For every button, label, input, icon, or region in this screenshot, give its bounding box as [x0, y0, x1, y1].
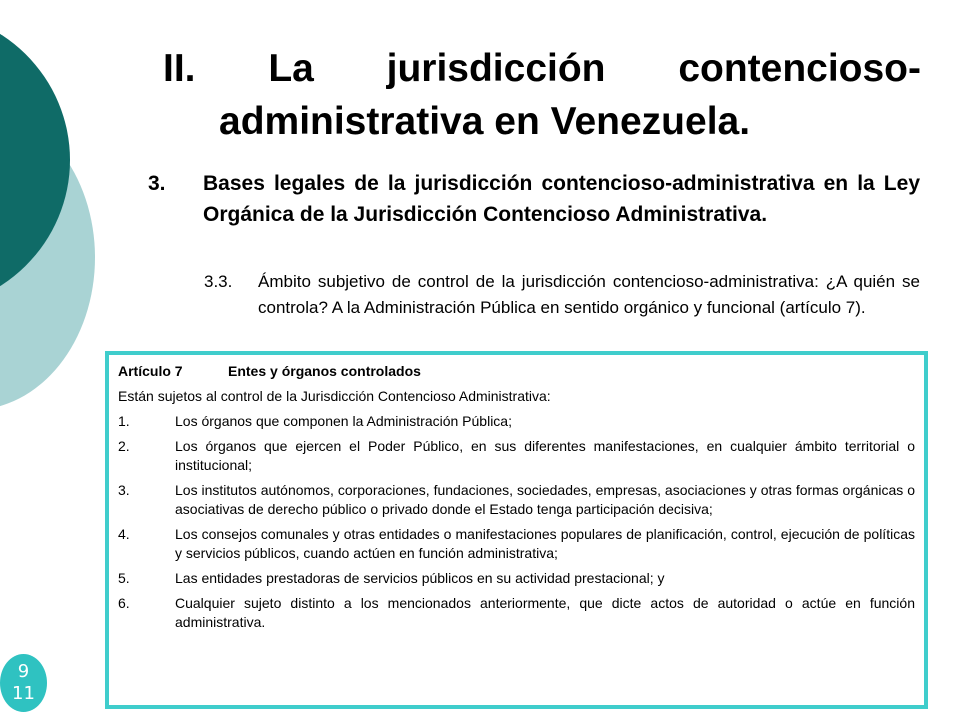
page-number-badge	[0, 654, 47, 712]
list-item-text: Las entidades prestadoras de servicios públicos en su actividad prestacional; y	[175, 570, 665, 586]
page-number-line2: 11	[12, 683, 35, 704]
list-item-text: Los consejos comunales y otras entidades o manifestaciones populares de planificación, control, ejecución de políticas y servicios públicos, cuando actúen en función administrativa;	[175, 526, 915, 561]
article-list	[118, 412, 915, 632]
list-item-text: Cualquier sujeto distinto a los mencionados anteriormente, que dicte actos de autoridad o actúe en función administrativa.	[175, 595, 915, 630]
title-word: II.	[163, 47, 196, 90]
article-title: Entes y órganos controlados	[228, 363, 421, 379]
list-item	[118, 481, 915, 519]
section-number: 3.	[148, 172, 166, 195]
list-item	[118, 437, 915, 475]
list-item-text: Los institutos autónomos, corporaciones, fundaciones, sociedades, empresas, asociaciones y otras formas orgánicas o asociativas de derecho público o privado donde el Estado tenga participación decisiva;	[175, 482, 915, 517]
list-item-text: Los órganos que ejercen el Poder Público, en sus diferentes manifestaciones, en cualquier ámbito territorial o institucional;	[175, 438, 915, 473]
list-item	[118, 412, 915, 431]
article-box	[105, 351, 928, 709]
list-item-number: 6.	[118, 595, 130, 611]
title-word: contencioso-	[678, 47, 921, 90]
slide-title-line1	[163, 42, 921, 95]
list-item-number: 4.	[118, 526, 130, 542]
article-header	[118, 362, 915, 381]
list-item	[118, 525, 915, 563]
list-item-number: 2.	[118, 438, 130, 454]
title-word: La	[268, 47, 314, 90]
list-item	[118, 569, 915, 588]
title-word: jurisdicción	[386, 47, 606, 90]
subsection-heading	[204, 269, 920, 321]
section-text: Bases legales de la jurisdicción contencioso-administrativa en la Ley Orgánica de la Jurisdicción Contencioso Administrativa.	[203, 172, 920, 226]
list-item-number: 3.	[118, 482, 130, 498]
list-item-number: 1.	[118, 413, 130, 429]
list-item-number: 5.	[118, 570, 130, 586]
subsection-text: Ámbito subjetivo de control de la jurisdicción contencioso-administrativa: ¿A quién se controla? A la Administración Pública en sentido orgánico y funcional (artículo 7).	[258, 272, 920, 317]
article-number: Artículo 7	[118, 363, 183, 379]
article-intro: Están sujetos al control de la Jurisdicción Contencioso Administrativa:	[118, 388, 551, 404]
slide-title	[163, 42, 921, 148]
list-item-text: Los órganos que componen la Administración Pública;	[175, 413, 512, 429]
subsection-number: 3.3.	[204, 272, 233, 291]
list-item	[118, 594, 915, 632]
slide-title-line2: administrativa en Venezuela.	[219, 100, 751, 143]
section-heading	[148, 168, 920, 230]
page-number-line1: 9	[17, 661, 30, 682]
